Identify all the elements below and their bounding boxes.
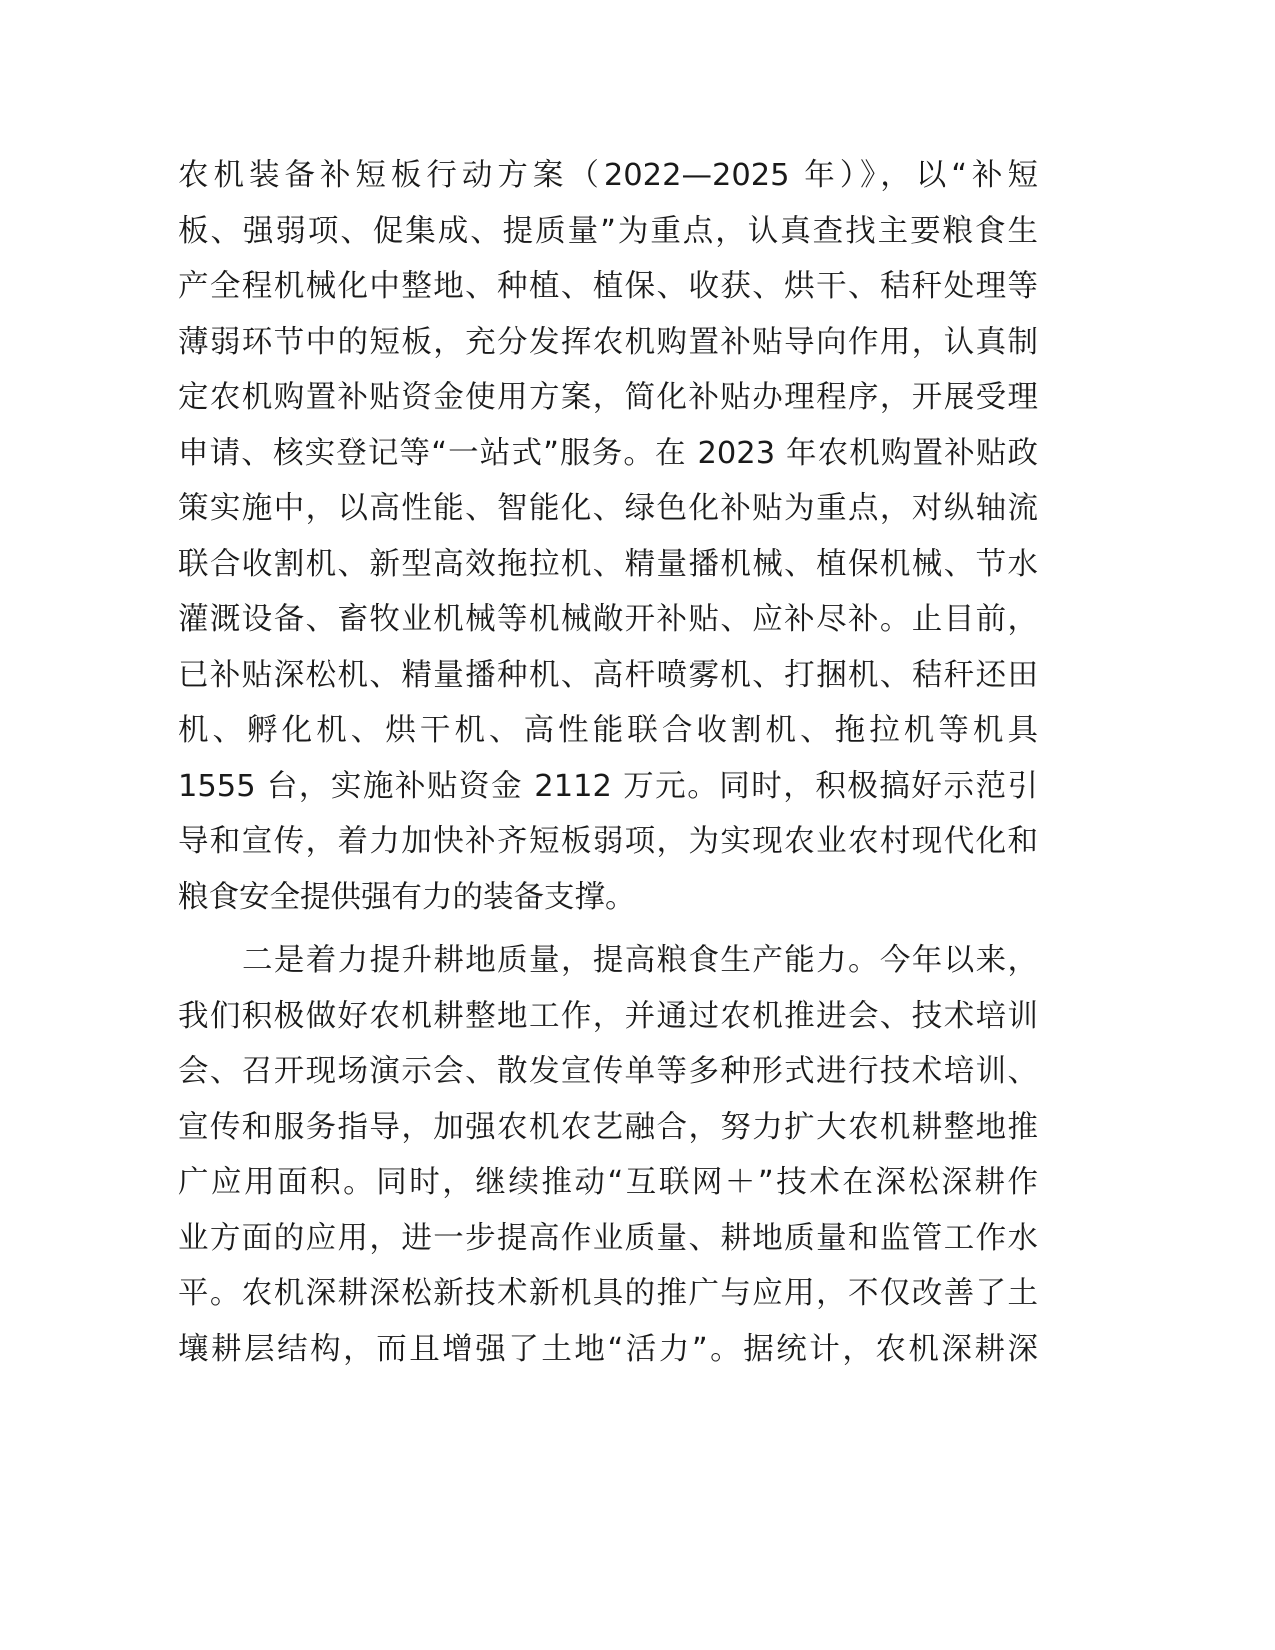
text-line: 板、强弱项、促集成、提质量”为重点，认真查找主要粮食生	[178, 213, 1038, 249]
text-line: 粮食安全提供强有力的装备支撑。	[178, 879, 636, 915]
paragraph-2	[178, 933, 1038, 1377]
paragraph-1	[178, 148, 1038, 925]
text-line: 会、召开现场演示会、散发宣传单等多种形式进行技术培训、	[178, 1054, 1038, 1089]
text-line: 申请、核实登记等“一站式”服务。在 2023 年农机购置补贴政	[178, 435, 1038, 471]
text-line: 宣传和服务指导，加强农机农艺融合，努力扩大农机耕整地推	[178, 1109, 1038, 1145]
text-line: 联合收割机、新型高效拖拉机、精量播机械、植保机械、节水	[178, 546, 1038, 582]
text-line: 薄弱环节中的短板，充分发挥农机购置补贴导向作用，认真制	[178, 324, 1038, 360]
text-line: 我们积极做好农机耕整地工作，并通过农机推进会、技术培训	[178, 998, 1038, 1034]
text-line: 导和宣传，着力加快补齐短板弱项，为实现农业农村现代化和	[178, 824, 1038, 859]
text-line: 1555 台，实施补贴资金 2112 万元。同时，积极搞好示范引	[178, 768, 1038, 804]
text-line: 平。农机深耕深松新技术新机具的推广与应用，不仅改善了土	[178, 1276, 1038, 1311]
text-line: 机、孵化机、烘干机、高性能联合收割机、拖拉机等机具	[178, 713, 1038, 748]
text-line: 产全程机械化中整地、种植、植保、收获、烘干、秸秆处理等	[178, 269, 1038, 304]
text-line-indented: 二是着力提升耕地质量，提高粮食生产能力。今年以来，	[242, 943, 1038, 978]
text-line: 农机装备补短板行动方案（2022—2025 年）》，以“补短	[178, 158, 1038, 193]
text-line: 已补贴深松机、精量播种机、高杆喷雾机、打捆机、秸秆还田	[178, 657, 1038, 693]
document-body	[178, 148, 1038, 1377]
text-line: 壤耕层结构，而且增强了土地“活力”。据统计，农机深耕深	[178, 1331, 1038, 1367]
text-line: 定农机购置补贴资金使用方案，简化补贴办理程序，开展受理	[178, 380, 1038, 415]
text-line: 广应用面积。同时，继续推动“互联网＋”技术在深松深耕作	[178, 1165, 1038, 1200]
text-line: 策实施中，以高性能、智能化、绿色化补贴为重点，对纵轴流	[178, 491, 1038, 526]
text-line: 业方面的应用，进一步提高作业质量、耕地质量和监管工作水	[178, 1220, 1038, 1256]
text-line: 灌溉设备、畜牧业机械等机械敞开补贴、应补尽补。止目前，	[178, 602, 1038, 637]
